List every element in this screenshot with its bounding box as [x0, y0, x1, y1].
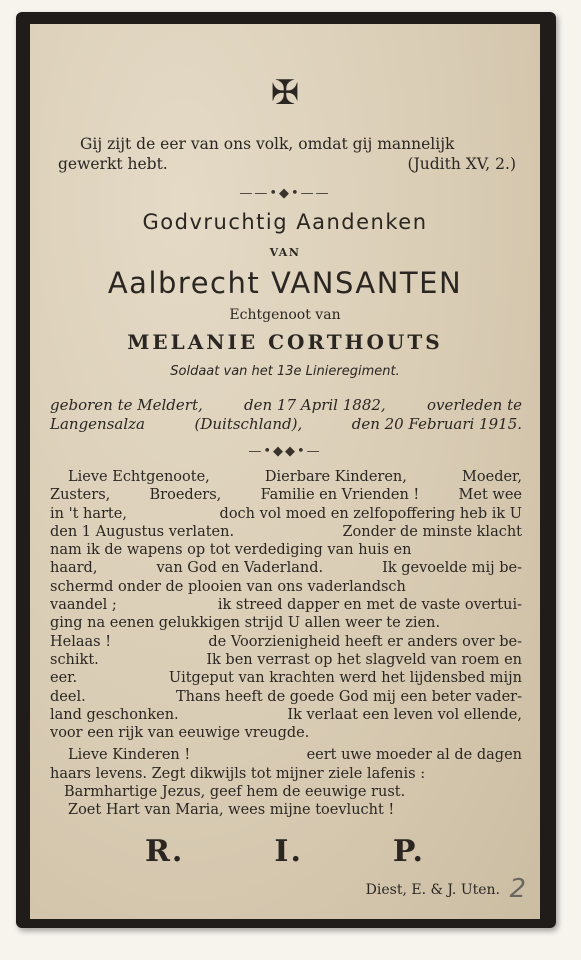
body-segment: deel.: [50, 688, 86, 705]
body-segment: ging na eenen gelukkigen strijd U allen weer te zien.: [50, 615, 441, 632]
ornament-divider-2: —•◆◆•—: [248, 444, 322, 459]
death-country: (Duitschland),: [194, 415, 303, 433]
body-line: [50, 724, 522, 742]
born-place: geboren te Meldert,: [50, 396, 203, 414]
body-segment: de Voorzienigheid heeft er anders over be-: [208, 633, 522, 650]
body-segment: Moeder,: [462, 469, 522, 485]
body-segment: Zonder de minste klacht: [342, 523, 522, 540]
soldier-rank: Soldaat van het 13e Linieregiment.: [170, 364, 400, 379]
body-segment: Lieve Echtgenoote,: [68, 469, 210, 485]
body-segment: eer.: [50, 670, 78, 687]
body-segment: den 1 Augustus verlaten.: [50, 523, 235, 540]
birth-death-info: [50, 396, 522, 434]
memorial-card: [16, 12, 556, 928]
farewell-text: [50, 468, 522, 820]
born-line-2: [50, 415, 522, 434]
epigraph-line-2-text: gewerkt hebt.: [58, 155, 168, 173]
body-segment: nam ik de wapens op tot verdediging van huis en: [50, 542, 412, 559]
body-segment: doch vol moed en zelfopoffering heb ik U: [219, 505, 522, 522]
body-line: [50, 633, 522, 651]
body-line: [50, 688, 522, 706]
spouse-name: MELANIE CORTHOUTS: [127, 330, 443, 354]
prayer-text: Zoet Hart van Maria, wees mijne toevlucht !: [68, 802, 395, 819]
deceased-name: Aalbrecht VANSANTEN: [107, 266, 463, 300]
body-segment: eert uwe moeder al de dagen: [306, 747, 522, 764]
body-line: [50, 486, 522, 504]
children-line-1: [50, 746, 522, 764]
body-segment: van God en Vaderland.: [156, 560, 324, 577]
died-label: overleden te: [426, 396, 522, 414]
body-segment: vaandel ;: [50, 597, 117, 614]
card-paper: [30, 24, 540, 919]
pencil-mark: 2: [509, 874, 526, 904]
rip-letter: I.: [274, 834, 303, 869]
body-segment: Thans heeft de goede God mij een beter vader-: [175, 688, 522, 705]
epigraph-line-1: Gij zijt de eer van ons volk, omdat gij mannelijk: [80, 135, 455, 153]
body-line: [50, 505, 522, 523]
heading-devout: Godvruchtig Aandenken: [142, 210, 428, 234]
body-line: [50, 468, 522, 486]
prayer-line-1: [50, 783, 522, 801]
body-segment: Zusters,: [50, 487, 111, 504]
rip-letter: P.: [392, 834, 425, 869]
body-segment: Ik verlaat een leven vol ellende,: [287, 706, 522, 723]
body-segment: Broeders,: [149, 487, 222, 504]
body-segment: Uitgeput van krachten werd het lijdensbed mijn: [168, 670, 522, 687]
body-segment: Ik gevoelde mij be-: [382, 560, 522, 577]
rip-initials: [30, 834, 540, 869]
born-line-1: [50, 396, 522, 415]
death-date: den 20 Februari 1915.: [351, 415, 522, 433]
body-segment: Dierbare Kinderen,: [264, 469, 407, 485]
body-segment: Ik ben verrast op het slagveld van roem en: [206, 651, 522, 668]
body-line: [50, 651, 522, 669]
born-date: den 17 April 1882,: [244, 396, 386, 414]
heading-van: VAN: [269, 246, 301, 259]
ornament-divider-1: ——•◆•——: [239, 186, 331, 201]
prayer-line-2: [50, 801, 522, 819]
body-segment: haard,: [50, 560, 98, 577]
body-segment: Familie en Vrienden !: [260, 487, 420, 504]
body-line: [50, 578, 522, 596]
cross-icon: ✠: [270, 73, 300, 113]
body-segment: land geschonken.: [50, 706, 179, 723]
epigraph: [58, 134, 516, 174]
body-line: [50, 523, 522, 541]
body-line: [50, 596, 522, 614]
prayer-text: Barmhartige Jezus, geef hem de eeuwige rust.: [64, 784, 406, 801]
body-segment: voor een rijk van eeuwige vreugde.: [50, 725, 310, 742]
body-segment: ik streed dapper en met de vaste overtui-: [217, 597, 522, 614]
body-segment: schermd onder de plooien van ons vaderlandsch: [50, 578, 406, 595]
body-segment: schikt.: [50, 651, 99, 668]
body-segment: haars levens. Zegt dikwijls tot mijner ziele lafenis :: [50, 765, 426, 782]
body-segment: in 't harte,: [50, 505, 127, 522]
body-line: [50, 541, 522, 559]
death-place: Langensalza: [50, 415, 145, 433]
printer-credit: Diest, E. & J. Uten.: [365, 882, 500, 898]
body-segment: Lieve Kinderen !: [68, 747, 191, 764]
body-segment: Met wee: [458, 487, 522, 504]
body-line: [50, 559, 522, 577]
children-line-2: [50, 765, 522, 783]
epigraph-reference: (Judith XV, 2.): [407, 155, 516, 173]
body-segment: Helaas !: [50, 633, 112, 650]
epigraph-line-2: [58, 154, 516, 174]
body-line: [50, 669, 522, 687]
body-line: [50, 614, 522, 632]
body-line: [50, 706, 522, 724]
rip-letter: R.: [145, 834, 185, 869]
spouse-of-label: Echtgenoot van: [229, 307, 341, 323]
